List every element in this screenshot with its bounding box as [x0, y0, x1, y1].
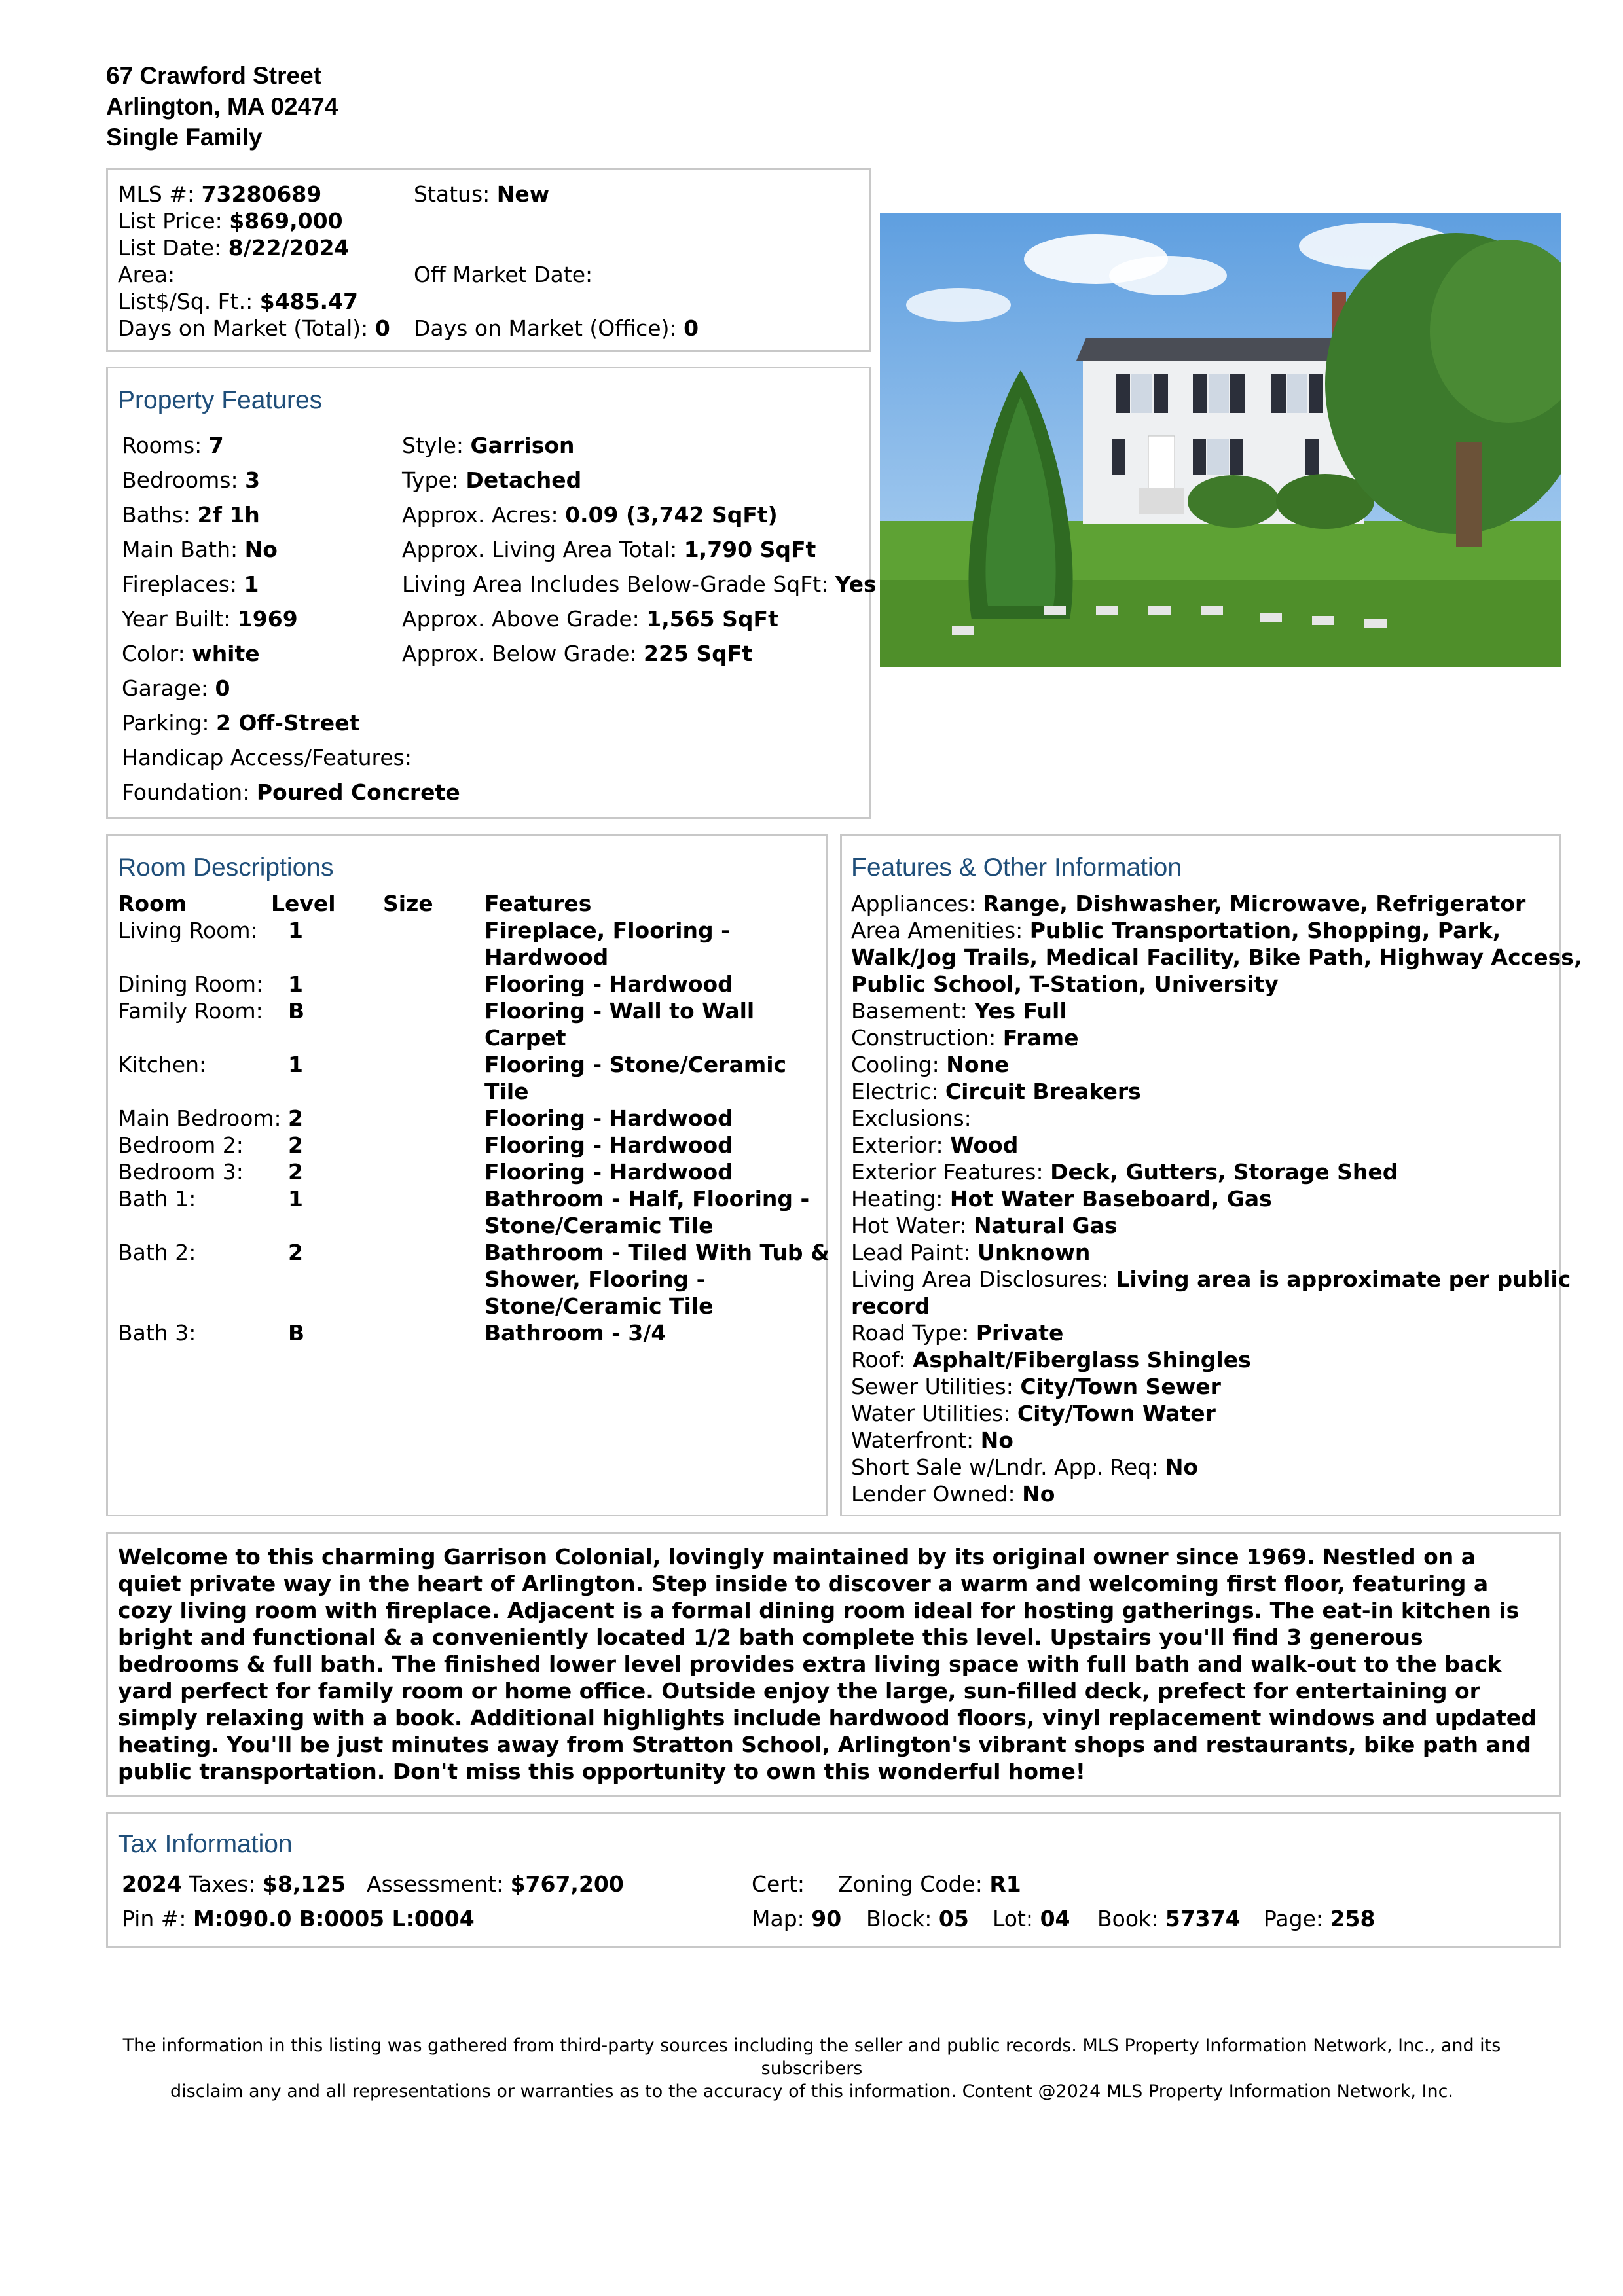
- tax-assessment: Assessment: $767,200: [367, 1871, 624, 1897]
- room-row: [118, 1239, 830, 1319]
- feature-info-value: Hot Water Baseboard, Gas: [949, 1186, 1272, 1211]
- feature-info-label: Appliances:: [851, 891, 983, 916]
- room-level: 1: [288, 1052, 303, 1077]
- feature-info-label: Waterfront:: [851, 1427, 981, 1453]
- feature-info-line: [851, 917, 1582, 944]
- feature-info-value: Range, Dishwasher, Microwave, Refrigerator: [983, 891, 1526, 916]
- property-feature-label: Parking:: [122, 710, 210, 736]
- room-features: Carpet: [484, 1025, 566, 1050]
- room-features: Fireplace, Flooring -: [484, 918, 730, 943]
- feature-info-label: Area Amenities:: [851, 918, 1030, 943]
- property-feature-label: Fireplaces:: [122, 571, 237, 597]
- room-features: Hardwood: [484, 944, 609, 970]
- property-feature-label: Handicap Access/Features:: [122, 745, 412, 770]
- property-feature-value: Poured Concrete: [256, 780, 460, 805]
- feature-info-label: Heating:: [851, 1186, 950, 1211]
- block-number: Block: 05: [866, 1906, 969, 1931]
- property-feature-item: [402, 428, 877, 463]
- property-feature-item: [402, 601, 877, 636]
- feature-info-value: Public School, T-Station, University: [851, 971, 1279, 997]
- map-number: Map: 90: [752, 1906, 842, 1931]
- property-feature-value: 0: [215, 675, 230, 701]
- feature-info-label: Short Sale w/Lndr. App. Req:: [851, 1454, 1165, 1480]
- feature-info-line: [851, 1051, 1582, 1078]
- room-level: 2: [288, 1159, 303, 1185]
- property-features-right-column: [402, 428, 877, 671]
- room-row: [118, 1132, 818, 1158]
- feature-info-value: Asphalt/Fiberglass Shingles: [912, 1347, 1251, 1372]
- room-features: Bathroom - 3/4: [484, 1320, 666, 1346]
- room-row: [118, 1319, 818, 1346]
- property-feature-value: 3: [245, 467, 261, 493]
- room-features: Flooring - Hardwood: [484, 1132, 733, 1158]
- feature-info-value: record: [851, 1293, 930, 1319]
- zoning-code: Zoning Code: R1: [838, 1871, 1021, 1897]
- tax-cert: Cert:: [752, 1871, 805, 1897]
- feature-info-value: Unknown: [977, 1240, 1091, 1265]
- property-feature-label: Main Bath:: [122, 537, 238, 562]
- room-list: [118, 917, 830, 1346]
- feature-info-value: City/Town Water: [1017, 1401, 1216, 1426]
- room-row: [118, 917, 818, 971]
- room-row: [118, 1051, 818, 1105]
- property-feature-item: [402, 567, 877, 601]
- disclaimer-line-1: The information in this listing was gathered from third-party sources including the seller and public records. MLS Property Information Network, Inc., and its subscribers: [122, 2036, 1501, 2079]
- room-row: [118, 1185, 818, 1239]
- house-image: [880, 213, 1561, 667]
- property-feature-value: 0.09 (3,742 SqFt): [565, 502, 778, 528]
- room-level: B: [288, 1320, 305, 1346]
- feature-info-label: Sewer Utilities:: [851, 1374, 1021, 1399]
- price-per-sqft: List$/Sq. Ft.: $485.47: [118, 289, 359, 314]
- listing-status: Status: New: [414, 181, 550, 207]
- property-feature-label: Color:: [122, 641, 185, 666]
- property-photo: [880, 213, 1561, 667]
- room-features: Bathroom - Half, Flooring -: [484, 1186, 810, 1211]
- feature-info-line: [851, 1293, 1582, 1319]
- room-level: 2: [288, 1240, 303, 1265]
- room-column-header: Room: [118, 891, 187, 916]
- street-address: 67 Crawford Street: [106, 62, 321, 89]
- room-name: Kitchen:: [118, 1052, 207, 1077]
- property-feature-value: 2 Off-Street: [215, 710, 360, 736]
- feature-info-line: [851, 1239, 1582, 1266]
- feature-info-line: [851, 944, 1582, 971]
- feature-info-label: Water Utilities:: [851, 1401, 1017, 1426]
- features-column-header: Features: [484, 891, 592, 916]
- room-level: B: [288, 998, 305, 1024]
- property-feature-value: 1969: [237, 606, 298, 632]
- property-feature-item: [122, 775, 460, 810]
- feature-info-value: Public Transportation, Shopping, Park,: [1029, 918, 1501, 943]
- feature-info-value: Walk/Jog Trails, Medical Facility, Bike Path, Highway Access,: [851, 944, 1582, 970]
- page-number: Page: 258: [1264, 1906, 1376, 1931]
- feature-info-line: [851, 1212, 1582, 1239]
- room-name: Dining Room:: [118, 971, 264, 997]
- room-features: Flooring - Hardwood: [484, 1159, 733, 1185]
- feature-info-value: Wood: [950, 1132, 1019, 1158]
- property-feature-value: 1,565 SqFt: [646, 606, 778, 632]
- room-features: Stone/Ceramic Tile: [484, 1293, 714, 1319]
- feature-info-label: Exterior:: [851, 1132, 951, 1158]
- room-name: Living Room:: [118, 918, 258, 943]
- feature-info-value: No: [1165, 1454, 1199, 1480]
- room-name: Main Bedroom:: [118, 1105, 282, 1131]
- feature-info-line: [851, 1373, 1582, 1400]
- room-features: Stone/Ceramic Tile: [484, 1213, 714, 1238]
- off-market-date: Off Market Date:: [414, 262, 593, 287]
- book-number: Book: 57374: [1097, 1906, 1241, 1931]
- room-name: Family Room:: [118, 998, 263, 1024]
- property-feature-label: Living Area Includes Below-Grade SqFt:: [402, 571, 829, 597]
- feature-info-line: [851, 1132, 1582, 1158]
- property-feature-label: Approx. Above Grade:: [402, 606, 640, 632]
- feature-info-value: Private: [976, 1320, 1064, 1346]
- disclaimer-line-2: disclaim any and all representations or warranties as to the accuracy of this information. Content @2024 MLS Property Information Network, Inc.: [170, 2081, 1453, 2102]
- feature-info-line: [851, 1480, 1582, 1507]
- room-row: [118, 971, 818, 997]
- feature-info-line: [851, 1427, 1582, 1454]
- address-header: [106, 60, 338, 152]
- property-feature-value: Garrison: [470, 433, 575, 458]
- city-state-zip: Arlington, MA 02474: [106, 93, 338, 120]
- feature-info-value: Circuit Breakers: [945, 1079, 1141, 1104]
- property-feature-label: Garage:: [122, 675, 208, 701]
- room-level: 2: [288, 1105, 303, 1131]
- features-list: [851, 890, 1582, 1507]
- room-features: Flooring - Hardwood: [484, 1105, 733, 1131]
- room-name: Bath 2:: [118, 1240, 196, 1265]
- feature-info-label: Roof:: [851, 1347, 913, 1372]
- tax-year-taxes: 2024 Taxes: $8,125: [122, 1871, 346, 1897]
- feature-info-label: Lead Paint:: [851, 1240, 978, 1265]
- list-date: List Date: 8/22/2024: [118, 235, 350, 260]
- feature-info-value: No: [1022, 1481, 1055, 1507]
- feature-info-line: [851, 1158, 1582, 1185]
- room-descriptions-title: Room Descriptions: [118, 853, 334, 882]
- room-row: [118, 1105, 818, 1132]
- tax-information-title: Tax Information: [118, 1830, 293, 1858]
- property-feature-label: Type:: [402, 467, 459, 493]
- mls-number: MLS #: 73280689: [118, 181, 322, 207]
- features-other-title: Features & Other Information: [851, 853, 1182, 882]
- room-level: 2: [288, 1132, 303, 1158]
- feature-info-line: [851, 1185, 1582, 1212]
- feature-info-line: [851, 1319, 1582, 1346]
- property-feature-label: Approx. Below Grade:: [402, 641, 637, 666]
- property-feature-label: Bedrooms:: [122, 467, 238, 493]
- room-name: Bath 1:: [118, 1186, 196, 1211]
- property-feature-label: Foundation:: [122, 780, 250, 805]
- feature-info-label: Exterior Features:: [851, 1159, 1051, 1185]
- feature-info-label: Basement:: [851, 998, 975, 1024]
- feature-info-line: [851, 1454, 1582, 1480]
- disclaimer-footer: [98, 2034, 1525, 2103]
- feature-info-label: Hot Water:: [851, 1213, 974, 1238]
- room-features: Bathroom - Tiled With Tub &: [484, 1240, 830, 1265]
- property-feature-item: [402, 463, 877, 497]
- room-level: 1: [288, 1186, 303, 1211]
- feature-info-label: Living Area Disclosures:: [851, 1266, 1116, 1292]
- room-features: Flooring - Hardwood: [484, 971, 733, 997]
- property-feature-value: 225 SqFt: [644, 641, 753, 666]
- pin-number: Pin #: M:090.0 B:0005 L:0004: [122, 1906, 475, 1931]
- property-feature-label: Style:: [402, 433, 464, 458]
- feature-info-line: [851, 971, 1582, 997]
- feature-info-line: [851, 1024, 1582, 1051]
- property-feature-value: 1: [244, 571, 259, 597]
- feature-info-line: [851, 997, 1582, 1024]
- area: Area:: [118, 262, 175, 287]
- feature-info-label: Cooling:: [851, 1052, 947, 1077]
- room-level: 1: [288, 918, 303, 943]
- property-features-title: Property Features: [118, 386, 323, 414]
- property-feature-label: Approx. Acres:: [402, 502, 558, 528]
- room-name: Bedroom 2:: [118, 1132, 244, 1158]
- property-feature-value: 2f 1h: [197, 502, 260, 528]
- property-feature-value: No: [244, 537, 278, 562]
- property-feature-item: [122, 740, 460, 775]
- property-feature-value: 1,790 SqFt: [684, 537, 816, 562]
- feature-info-label: Exclusions:: [851, 1105, 972, 1131]
- property-feature-label: Rooms:: [122, 433, 202, 458]
- property-feature-value: white: [192, 641, 260, 666]
- lot-number: Lot: 04: [993, 1906, 1070, 1931]
- feature-info-line: [851, 1078, 1582, 1105]
- property-feature-label: Approx. Living Area Total:: [402, 537, 678, 562]
- feature-info-value: No: [980, 1427, 1013, 1453]
- feature-info-value: None: [946, 1052, 1010, 1077]
- feature-info-value: Natural Gas: [974, 1213, 1118, 1238]
- list-price: List Price: $869,000: [118, 208, 343, 234]
- feature-info-line: [851, 1346, 1582, 1373]
- property-feature-label: Baths:: [122, 502, 191, 528]
- days-on-market-office: Days on Market (Office): 0: [414, 315, 699, 341]
- property-feature-value: 7: [208, 433, 224, 458]
- feature-info-value: Yes Full: [974, 998, 1067, 1024]
- room-name: Bedroom 3:: [118, 1159, 244, 1185]
- size-column-header: Size: [383, 891, 433, 916]
- property-feature-item: [122, 671, 460, 706]
- property-feature-item: [402, 636, 877, 671]
- feature-info-line: [851, 1105, 1582, 1132]
- property-feature-label: Year Built:: [122, 606, 231, 632]
- room-level: 1: [288, 971, 303, 997]
- room-features: Flooring - Stone/Ceramic: [484, 1052, 787, 1077]
- days-on-market-total: Days on Market (Total): 0: [118, 315, 390, 341]
- room-features: Flooring - Wall to Wall: [484, 998, 755, 1024]
- feature-info-line: [851, 1400, 1582, 1427]
- feature-info-line: [851, 1266, 1582, 1293]
- property-feature-value: Detached: [465, 467, 582, 493]
- level-column-header: Level: [271, 891, 336, 916]
- property-type: Single Family: [106, 124, 263, 151]
- feature-info-value: Living area is approximate per public: [1116, 1266, 1571, 1292]
- property-feature-item: [402, 532, 877, 567]
- feature-info-line: [851, 890, 1582, 917]
- feature-info-label: Construction:: [851, 1025, 1003, 1050]
- room-row: [118, 1158, 818, 1185]
- feature-info-label: Road Type:: [851, 1320, 976, 1346]
- room-row: [118, 997, 818, 1051]
- property-feature-item: [122, 706, 460, 740]
- room-features: Tile: [484, 1079, 529, 1104]
- listing-description: Welcome to this charming Garrison Colonial, lovingly maintained by its original owner since 1969. Nestled on a quiet private way in the heart of Arlington. Step inside to discover a warm and welcoming first floor, featuring a cozy living room with fireplace. Adjacent is a formal dining room ideal for hosting gatherings. The eat-in kitchen is bright and functional & a conveniently located 1/2 bath complete this level. Upstairs you'll find 3 generous bedrooms & full bath. The finished lower level provides extra living space with full bath and walk-out to the back yard perfect for family room or home office. Outside enjoy the large, sun-filled deck, prefect for entertaining or simply relaxing with a book. Additional highlights include hardwood floors, vinyl replacement windows and updated heating. You'll be just minutes away from Stratton School, Arlington's vibrant shops and restaurants, bike path and public transportation. Don't miss this opportunity to own this wonderful home!: [118, 1544, 1537, 1784]
- room-name: Bath 3:: [118, 1320, 196, 1346]
- feature-info-value: City/Town Sewer: [1020, 1374, 1221, 1399]
- feature-info-value: Deck, Gutters, Storage Shed: [1050, 1159, 1398, 1185]
- room-features: Shower, Flooring -: [484, 1266, 706, 1292]
- property-feature-item: [402, 497, 877, 532]
- feature-info-value: Frame: [1002, 1025, 1079, 1050]
- property-feature-value: Yes: [835, 571, 877, 597]
- feature-info-label: Lender Owned:: [851, 1481, 1023, 1507]
- feature-info-label: Electric:: [851, 1079, 945, 1104]
